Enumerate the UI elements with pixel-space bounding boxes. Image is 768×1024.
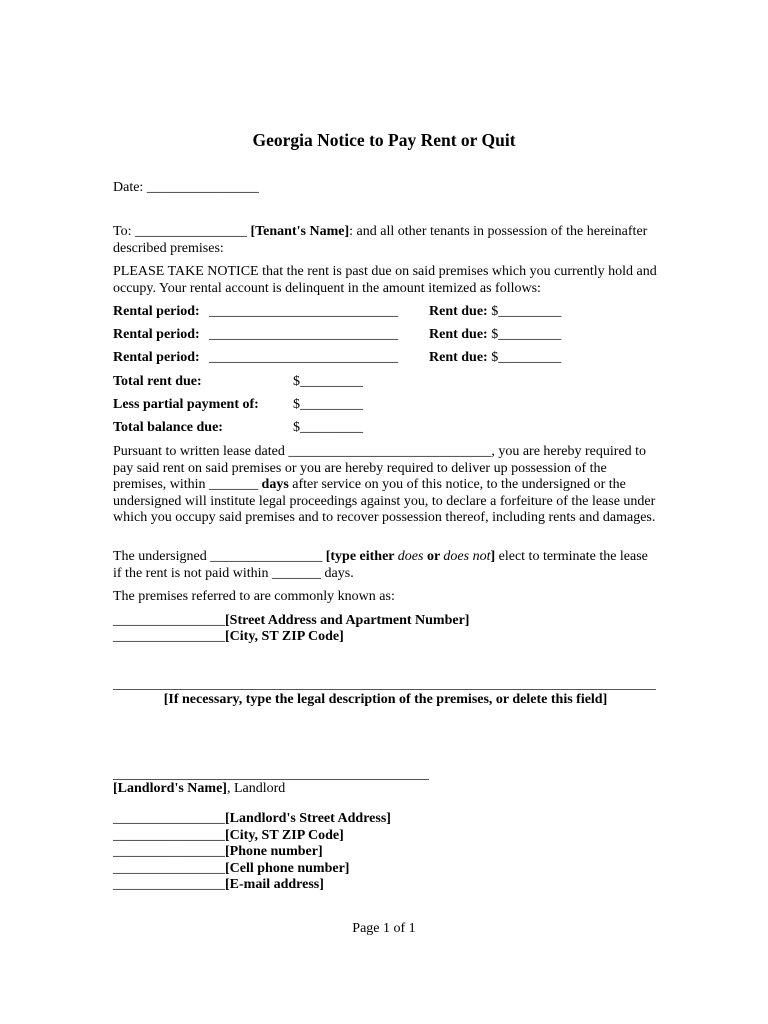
bracket-close: ]	[490, 549, 496, 564]
total-balance-row	[113, 420, 363, 436]
landlord-street-blank[interactable]: ________________	[113, 811, 225, 826]
city-zip-label: [City, ST ZIP Code]	[225, 629, 344, 644]
landlord-city-blank[interactable]: ________________	[113, 828, 225, 843]
total-rent-due-blank[interactable]: $_________	[293, 374, 363, 389]
legal-description-placeholder: [If necessary, type the legal description of the premises, or delete this field]	[163, 692, 608, 707]
landlord-street-label: [Landlord's Street Address]	[225, 811, 391, 826]
landlord-phone-label: [Phone number]	[225, 844, 323, 859]
landlord-cell-line	[113, 861, 349, 877]
pursuant-text-1: Pursuant to written lease dated _____________________________, you are hereby required to pay said rent on said premises or you are hereby required to deliver up possession of the premises, within _______	[113, 444, 647, 492]
landlord-name-line	[113, 781, 285, 797]
rental-period-blank[interactable]: ___________________________	[209, 327, 398, 342]
pursuant-text-2: after service on you of this notice, to the undersigned or the undersigned will institute legal proceedings against you, to declare a forfeiture of the lease under which you occupy said premises and to recover possession thereof, including rents and damages.	[113, 477, 656, 525]
landlord-city-label: [City, ST ZIP Code]	[225, 828, 344, 843]
landlord-email-line	[113, 877, 324, 893]
landlord-email-label: [E-mail address]	[225, 877, 324, 892]
rental-row	[113, 304, 398, 320]
undersigned-text-1: The undersigned ________________	[113, 549, 326, 564]
does-not-option: does not	[443, 549, 491, 564]
rent-due-blank[interactable]: $_________	[491, 350, 562, 365]
to-paragraph	[113, 224, 658, 257]
partial-payment-row	[113, 397, 363, 413]
rental-period-label: Rental period:	[113, 304, 200, 319]
landlord-city-line	[113, 828, 344, 844]
landlord-name-placeholder: [Landlord's Name]	[113, 781, 227, 796]
street-address-label: [Street Address and Apartment Number]	[225, 613, 470, 628]
total-balance-blank[interactable]: $_________	[293, 420, 363, 435]
rent-due-cell	[429, 350, 561, 366]
landlord-cell-label: [Cell phone number]	[225, 861, 350, 876]
rental-row	[113, 327, 398, 343]
street-address-line	[113, 613, 469, 629]
date-field[interactable]: Date: ________________	[113, 180, 259, 195]
landlord-email-blank[interactable]: ________________	[113, 877, 225, 892]
landlord-phone-blank[interactable]: ________________	[113, 844, 225, 859]
or-label: or	[423, 549, 444, 564]
premises-intro: The premises referred to are commonly known as:	[113, 589, 395, 604]
pursuant-paragraph	[113, 444, 658, 527]
city-zip-blank[interactable]: ________________	[113, 629, 225, 644]
rent-due-label: Rent due:	[429, 304, 488, 319]
landlord-signature-line[interactable]	[113, 779, 429, 780]
to-prefix[interactable]: To: ________________	[113, 224, 251, 239]
total-rent-due-label: Total rent due:	[113, 374, 202, 389]
undersigned-text-2: elect to terminate the lease if the rent is not paid within _______ days.	[113, 549, 648, 581]
tenant-name-placeholder: [Tenant's Name]	[250, 224, 350, 239]
to-rest: : and all other tenants in possession of the hereinafter described premises:	[113, 224, 648, 256]
rental-row	[113, 350, 398, 366]
document-title: Georgia Notice to Pay Rent or Quit	[252, 130, 516, 150]
rent-due-cell	[429, 327, 561, 343]
landlord-street-line	[113, 811, 391, 827]
street-address-blank[interactable]: ________________	[113, 613, 225, 628]
rental-period-blank[interactable]: ___________________________	[209, 350, 398, 365]
total-balance-label: Total balance due:	[113, 420, 223, 435]
legal-description-line[interactable]	[113, 689, 656, 690]
rental-period-blank[interactable]: ___________________________	[209, 304, 398, 319]
rent-due-label: Rent due:	[429, 327, 488, 342]
landlord-suffix: , Landlord	[226, 781, 286, 796]
type-either-label: [type either	[325, 549, 398, 564]
partial-payment-blank[interactable]: $_________	[293, 397, 363, 412]
city-zip-line	[113, 629, 344, 645]
rent-due-label: Rent due:	[429, 350, 488, 365]
days-label: days	[261, 477, 289, 492]
page-number: Page 1 of 1	[352, 921, 416, 936]
rent-due-blank[interactable]: $_________	[491, 304, 562, 319]
landlord-cell-blank[interactable]: ________________	[113, 861, 225, 876]
does-option: does	[397, 549, 424, 564]
total-rent-due-row	[113, 374, 363, 390]
rental-period-label: Rental period:	[113, 350, 200, 365]
notice-paragraph: PLEASE TAKE NOTICE that the rent is past due on said premises which you currently hold and occupy. Your rental account is delinquent in the amount itemized as follows:	[113, 264, 657, 296]
undersigned-paragraph	[113, 549, 658, 582]
rental-period-label: Rental period:	[113, 327, 200, 342]
landlord-phone-line	[113, 844, 323, 860]
rent-due-cell	[429, 304, 561, 320]
rent-due-blank[interactable]: $_________	[491, 327, 562, 342]
partial-payment-label: Less partial payment of:	[113, 397, 259, 412]
